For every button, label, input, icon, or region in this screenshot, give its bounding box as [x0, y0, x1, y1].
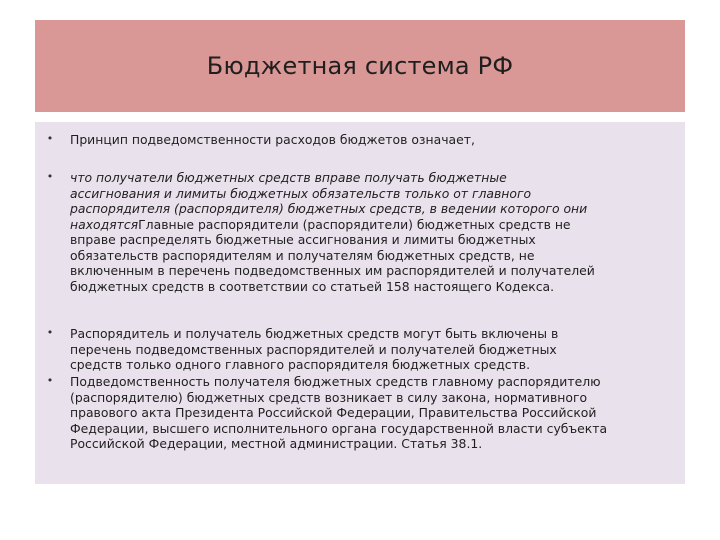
text-line: что получатели бюджетных средств вправе получать бюджетные — [70, 170, 507, 185]
text-line: обязательств распорядителям и получателям бюджетных средств, не — [70, 247, 535, 263]
content-panel — [35, 122, 685, 484]
text-line: средств только одного главного распорядителя бюджетных средств. — [70, 357, 531, 372]
text-line: включенным в перечень подведомственных им распорядителей и получателей — [70, 263, 595, 278]
text-line-mixed — [70, 217, 680, 233]
bullet-text — [70, 170, 680, 294]
bullet-text — [70, 374, 680, 452]
bullet-marker: • — [46, 170, 54, 183]
text-line: (распорядителю) бюджетных средств возникает в силу закона, нормативного — [70, 389, 588, 405]
bullet-text — [70, 326, 680, 373]
text-line: Российской Федерации, местной администрации. Статья 38.1. — [70, 436, 483, 451]
bullet-marker: • — [46, 132, 54, 145]
text-line: вправе распределять бюджетные ассигнования и лимиты бюджетных — [70, 232, 536, 247]
text-line: ассигнования и лимиты бюджетных обязательств только от главного — [70, 185, 532, 201]
text-line: правового акта Президента Российской Федерации, Правительства Российской — [70, 405, 597, 420]
text-fragment-regular: Главные распорядители (распорядители) бюджетных средств не — [138, 216, 571, 232]
text-line: Принцип подведомственности расходов бюджетов означает, — [70, 132, 475, 147]
text-line: Подведомственность получателя бюджетных средств главному распорядителю — [70, 374, 601, 389]
text-line: Распорядитель и получатель бюджетных средств могут быть включены в — [70, 326, 559, 341]
text-fragment-italic: находятся — [70, 216, 139, 232]
text-line: Федерации, высшего исполнительного органа государственной власти субъекта — [70, 420, 608, 436]
slide-title: Бюджетная система РФ — [206, 52, 514, 80]
title-band — [35, 20, 685, 112]
text-line: бюджетных средств в соответствии со статьей 158 настоящего Кодекса. — [70, 278, 555, 294]
bullet-text — [70, 132, 680, 148]
text-line: распорядителя (распорядителя) бюджетных средств, в ведении которого они — [70, 201, 588, 216]
bullet-marker: • — [46, 326, 54, 339]
text-line: перечень подведомственных распорядителей и получателей бюджетных — [70, 341, 557, 357]
bullet-list — [35, 122, 685, 484]
bullet-marker: • — [46, 374, 54, 387]
